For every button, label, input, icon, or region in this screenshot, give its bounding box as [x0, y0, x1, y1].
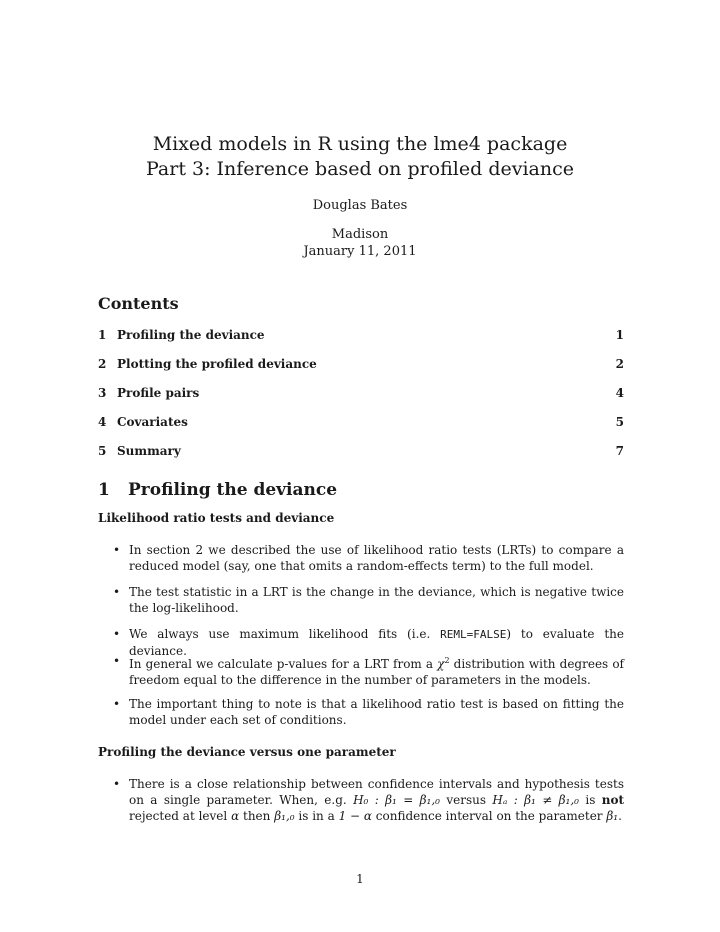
contents-heading: Contents: [98, 294, 179, 313]
date: January 11, 2011: [303, 244, 417, 259]
text-run: is in a: [294, 809, 339, 823]
math-chi: χ: [437, 657, 445, 671]
toc-entry[interactable]: [98, 357, 624, 375]
bullet-dot-icon: •: [113, 654, 121, 668]
bullet-text: In section 2 we described the use of likelihood ratio tests (LRTs) to compare a reduced model (say, one that omits a random-effects term) to the full model.: [129, 543, 624, 573]
toc-number: 2: [98, 357, 107, 371]
section-heading: [98, 480, 337, 500]
bullet-dot-icon: •: [113, 543, 121, 557]
toc-title: Covariates: [117, 415, 188, 429]
text-run: We always use maximum likelihood fits (i.e.: [129, 627, 441, 641]
bullet-item: [113, 696, 624, 728]
bullet-item: [113, 653, 624, 688]
text-run: is: [579, 793, 602, 807]
toc-number: 3: [98, 386, 107, 400]
toc-title: Profile pairs: [117, 386, 200, 400]
place: Madison: [331, 227, 389, 242]
math-confidence-level: 1 − α: [338, 809, 372, 823]
toc-page: 1: [615, 328, 624, 342]
math-hypothesis-null: H₀ : β₁ = β₁,₀: [353, 793, 440, 807]
bullet-item: [113, 584, 624, 616]
bullet-text: [129, 653, 624, 688]
text-run: then: [239, 809, 275, 823]
bullet-text: [129, 776, 624, 824]
toc-page: 2: [615, 357, 624, 371]
toc-entry[interactable]: [98, 386, 624, 404]
bullet-text: The important thing to note is that a likelihood ratio test is based on fitting the model under each set of conditions.: [129, 697, 624, 727]
page-number: 1: [356, 872, 364, 886]
toc-number: 4: [98, 415, 107, 429]
bullet-item: [113, 776, 624, 824]
toc-page: 5: [615, 415, 624, 429]
math-beta10: β₁,₀: [274, 809, 295, 823]
text-run: .: [618, 809, 622, 823]
emphasis-text: not: [601, 793, 624, 807]
toc-title: Summary: [117, 444, 181, 458]
section-title: Profiling the deviance: [128, 480, 338, 500]
math-superscript: 2: [444, 656, 450, 665]
toc-entry[interactable]: [98, 415, 624, 433]
text-run: versus: [440, 793, 493, 807]
text-run: rejected at level: [129, 809, 232, 823]
bullet-text: The test statistic in a LRT is the change in the deviance, which is negative twice the log-likelihood.: [129, 585, 624, 615]
title-line-2: Part 3: Inference based on profiled deviance: [145, 158, 574, 180]
text-run: There is a close relationship between confidence intervals and hypothesis tests on a single parameter. When, e.g.: [129, 777, 624, 807]
title-line-1: Mixed models in R using the lme4 package: [152, 133, 568, 155]
text-run: ) to evaluate the deviance.: [129, 627, 624, 658]
toc-number: 1: [98, 328, 107, 342]
subsection-heading: Likelihood ratio tests and deviance: [98, 511, 335, 525]
bullet-dot-icon: •: [113, 777, 121, 791]
toc-number: 5: [98, 444, 107, 458]
toc-title: Profiling the deviance: [117, 328, 265, 342]
toc-entry[interactable]: [98, 444, 624, 462]
subsection-heading: Profiling the deviance versus one parameter: [98, 745, 396, 759]
bullet-item: [113, 542, 624, 574]
text-run: In general we calculate p-values for a LRT from a: [129, 657, 438, 671]
toc-entry[interactable]: [98, 328, 624, 346]
math-alpha: α: [231, 809, 240, 823]
math-beta1: β₁: [606, 809, 619, 823]
toc-title: Plotting the profiled deviance: [117, 357, 317, 371]
math-hypothesis-alt: Hₐ : β₁ ≠ β₁,₀: [492, 793, 579, 807]
text-run: distribution with degrees of freedom equal to the difference in the number of parameters in the models.: [129, 657, 624, 687]
text-run: confidence interval on the parameter: [371, 809, 607, 823]
section-number: 1: [98, 480, 110, 500]
toc-page: 4: [615, 386, 624, 400]
code-text: REML=FALSE: [440, 628, 507, 641]
bullet-dot-icon: •: [113, 627, 121, 641]
bullet-dot-icon: •: [113, 585, 121, 599]
author: Douglas Bates: [312, 198, 408, 213]
bullet-dot-icon: •: [113, 697, 121, 711]
toc-page: 7: [615, 444, 624, 458]
